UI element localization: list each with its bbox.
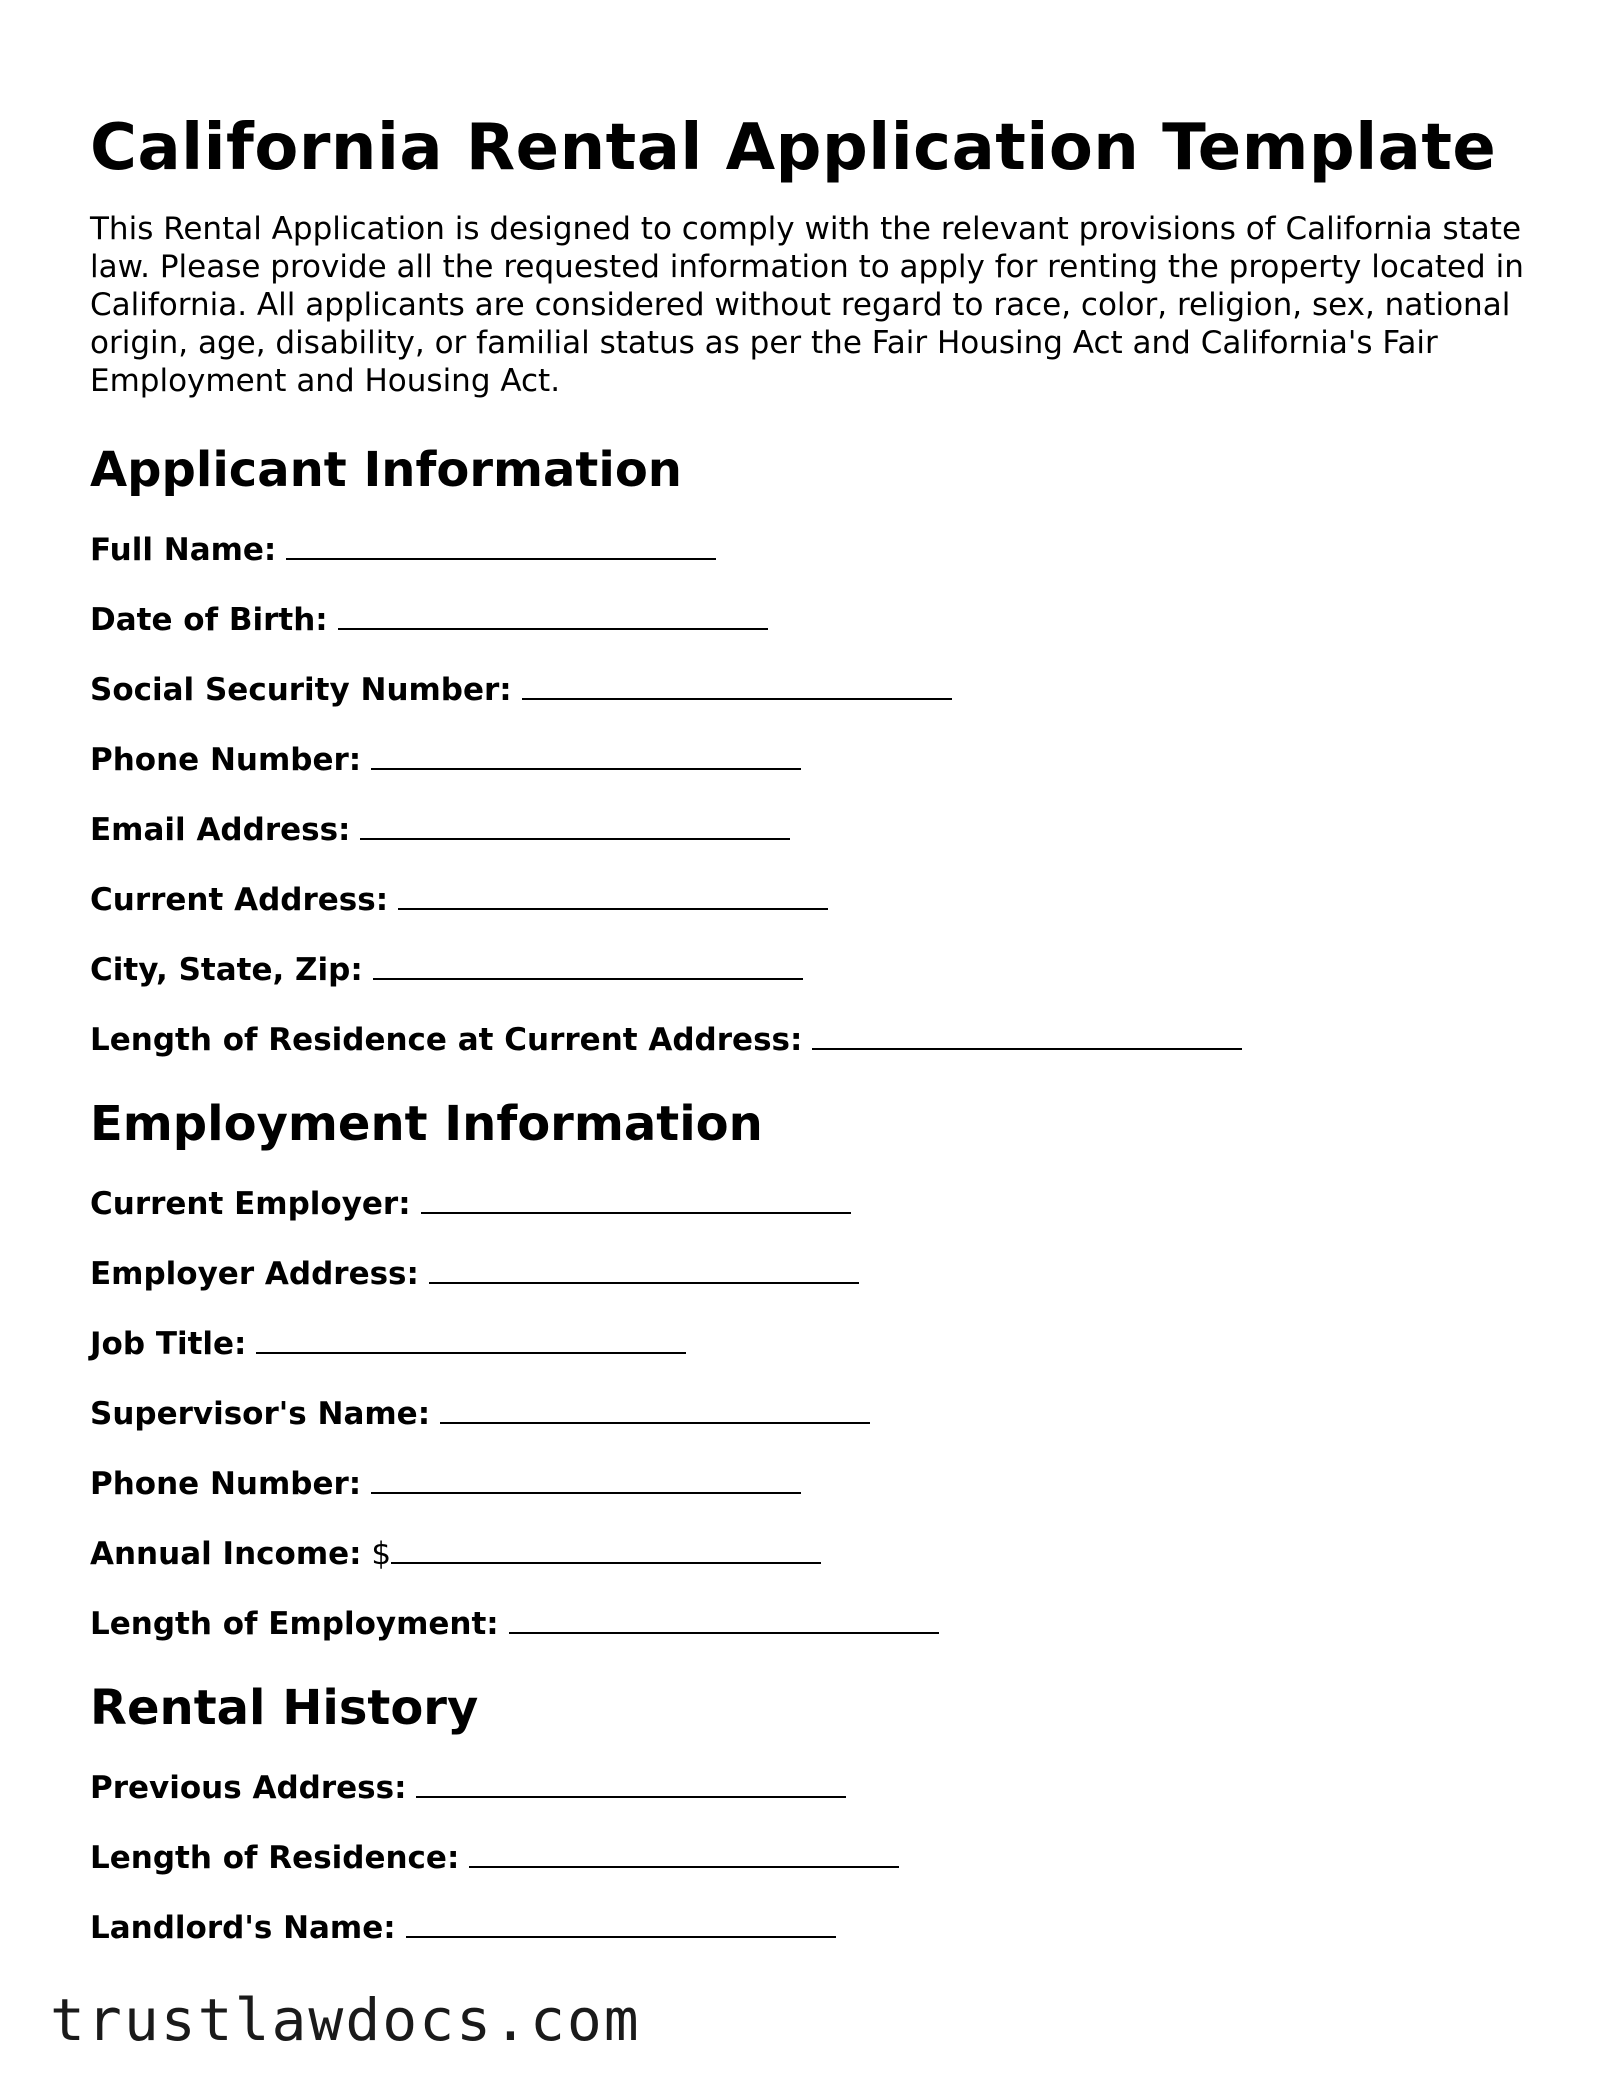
city-state-zip-blank[interactable] (373, 948, 803, 980)
section-heading-applicant: Applicant Information (90, 442, 682, 498)
field-full-name (90, 528, 1530, 568)
currency-prefix: $ (371, 1536, 392, 1572)
field-label: Social Security Number: (90, 672, 512, 708)
field-ssn (90, 668, 1530, 708)
field-label: Previous Address: (90, 1770, 407, 1806)
field-phone-number (90, 738, 1530, 778)
field-length-of-residence-current (90, 1018, 1530, 1058)
field-label: Landlord's Name: (90, 1910, 396, 1946)
field-annual-income (90, 1532, 1530, 1572)
email-address-blank[interactable] (360, 808, 790, 840)
field-label: Phone Number: (90, 742, 362, 778)
phone-number-blank[interactable] (371, 738, 801, 770)
field-length-of-residence (90, 1836, 1530, 1876)
field-job-title (90, 1322, 1530, 1362)
intro-paragraph: This Rental Application is designed to comply with the relevant provisions of California state law. Please provide all the requested information to apply for renting the property located in California. All applicants are considered without regard to race, color, religion, sex, national origin, age, disability, or familial status as per the Fair Housing Act and California's Fair Employment and Housing Act. (90, 211, 1524, 399)
field-supervisor-name (90, 1392, 1530, 1432)
section-heading-employment: Employment Information (90, 1096, 763, 1152)
field-label: Current Address: (90, 882, 389, 918)
full-name-blank[interactable] (286, 528, 716, 560)
document-page (90, 110, 1530, 1976)
field-label: City, State, Zip: (90, 952, 363, 988)
field-label: Length of Residence: (90, 1840, 460, 1876)
section-heading-rental-history: Rental History (90, 1680, 479, 1736)
field-label: Job Title: (90, 1326, 247, 1362)
field-current-address (90, 878, 1530, 918)
landlord-name-blank[interactable] (406, 1906, 836, 1938)
field-length-of-employment (90, 1602, 1530, 1642)
page-title: California Rental Application Template (90, 111, 1497, 185)
field-label: Phone Number: (90, 1466, 362, 1502)
length-of-residence-blank[interactable] (469, 1836, 899, 1868)
length-of-residence-current-blank[interactable] (812, 1018, 1242, 1050)
ssn-blank[interactable] (522, 668, 952, 700)
field-label: Employer Address: (90, 1256, 419, 1292)
field-label: Email Address: (90, 812, 351, 848)
field-label: Length of Employment: (90, 1606, 499, 1642)
field-label: Current Employer: (90, 1186, 411, 1222)
annual-income-blank[interactable] (391, 1532, 821, 1564)
field-landlord-name (90, 1906, 1530, 1946)
field-label: Length of Residence at Current Address: (90, 1022, 803, 1058)
field-email-address (90, 808, 1530, 848)
supervisor-name-blank[interactable] (440, 1392, 870, 1424)
watermark: trustlawdocs.com (50, 1986, 641, 2054)
field-city-state-zip (90, 948, 1530, 988)
date-of-birth-blank[interactable] (338, 598, 768, 630)
current-employer-blank[interactable] (421, 1182, 851, 1214)
field-employer-phone-number (90, 1462, 1530, 1502)
field-label: Full Name: (90, 532, 277, 568)
field-date-of-birth (90, 598, 1530, 638)
field-previous-address (90, 1766, 1530, 1806)
employer-address-blank[interactable] (429, 1252, 859, 1284)
previous-address-blank[interactable] (416, 1766, 846, 1798)
employer-phone-number-blank[interactable] (371, 1462, 801, 1494)
length-of-employment-blank[interactable] (509, 1602, 939, 1634)
current-address-blank[interactable] (398, 878, 828, 910)
job-title-blank[interactable] (256, 1322, 686, 1354)
field-employer-address (90, 1252, 1530, 1292)
field-current-employer (90, 1182, 1530, 1222)
field-label: Date of Birth: (90, 602, 328, 638)
field-label: Annual Income: (90, 1536, 362, 1572)
field-label: Supervisor's Name: (90, 1396, 431, 1432)
